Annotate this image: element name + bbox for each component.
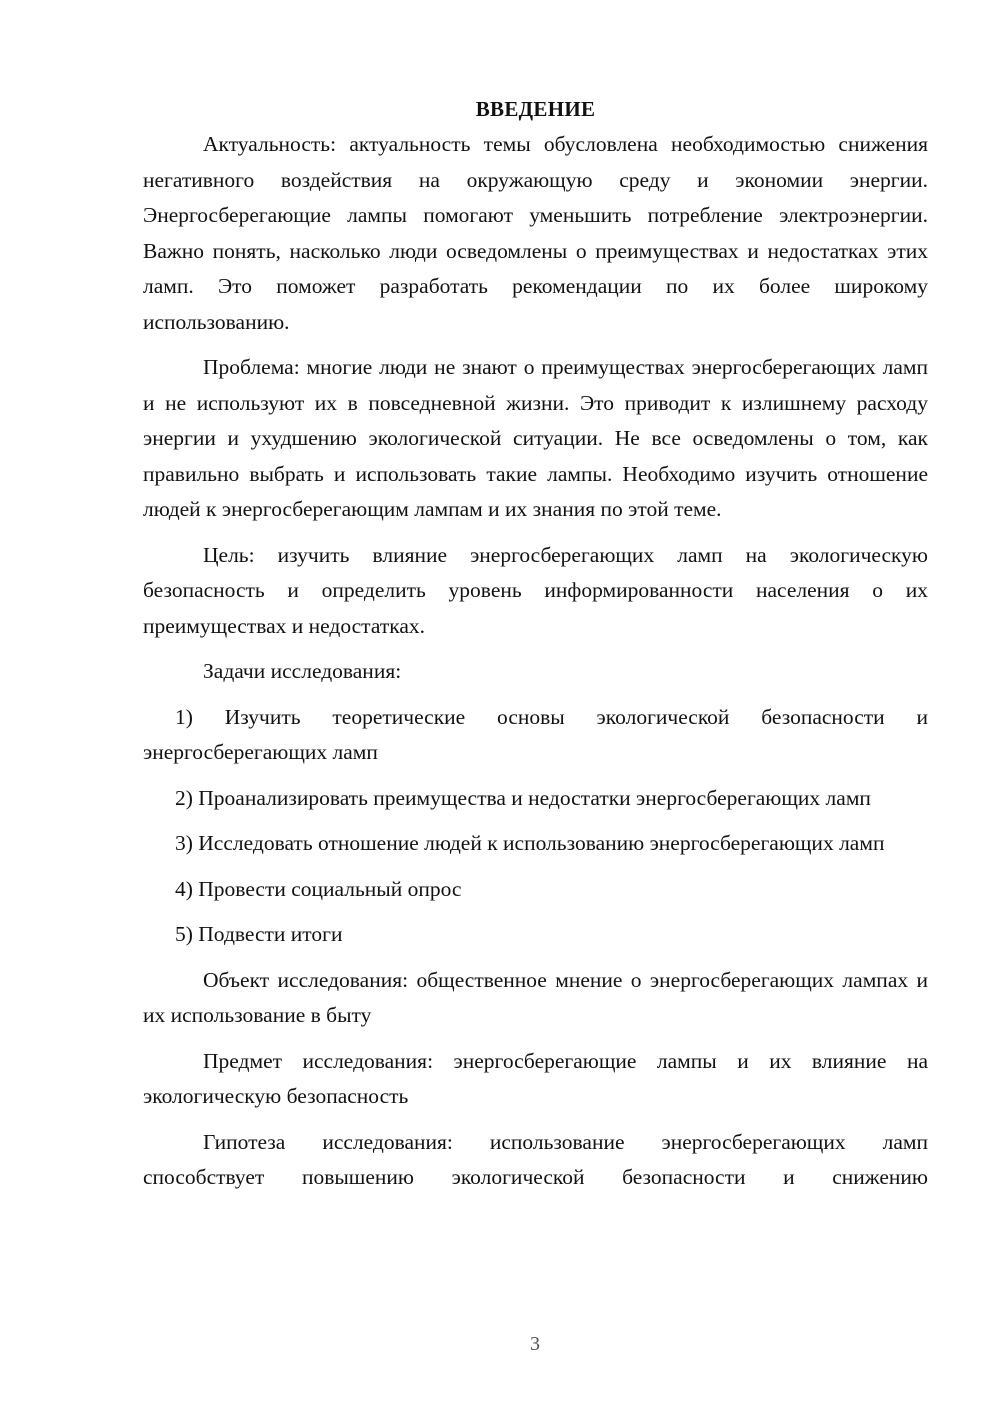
page-content: [143, 92, 928, 1196]
task-item-5: 5) Подвести итоги: [175, 922, 343, 946]
hypothesis-paragraph: Гипотеза исследования: использование энергосберегающих ламп способствует повышению экологической безопасности и снижению: [143, 1129, 928, 1189]
subject-paragraph: Предмет исследования: энергосберегающие лампы и их влияние на экологическую безопасность: [143, 1048, 928, 1108]
object-paragraph: Объект исследования: общественное мнение о энергосберегающих лампах и их использование в быту: [143, 967, 928, 1027]
problem-paragraph: Проблема: многие люди не знают о преимуществах энергосберегающих ламп и не используют их в повседневной жизни. Это приводит к излишнему расходу энергии и ухудшению экологической ситуации. Не все осведомлены о том, как правильно выбрать и использовать такие лампы. Необходимо изучить отношение людей к энергосберегающим лампам и их знания по этой теме.: [143, 355, 928, 521]
task-item-2: 2) Проанализировать преимущества и недостатки энергосберегающих ламп: [175, 785, 871, 810]
tasks-heading: Задачи исследования:: [203, 659, 402, 683]
goal-paragraph: Цель: изучить влияние энергосберегающих ламп на экологическую безопасность и определить уровень информированности населения о их преимуществах и недостатках.: [143, 542, 928, 638]
task-item-3: 3) Исследовать отношение людей к использованию энергосберегающих ламп: [175, 831, 885, 855]
task-item-1: 1) Изучить теоретические основы экологической безопасности и энергосберегающих ламп: [143, 704, 928, 764]
relevance-paragraph: Актуальность: актуальность темы обусловлена необходимостью снижения негативного воздействия на окружающую среду и экономии энергии. Энергосберегающие лампы помогают уменьшить потребление электроэнергии. Важно понять, насколько люди осведомлены о преимуществах и недостатках этих ламп. Это поможет разработать рекомендации по их более широкому использованию.: [143, 132, 928, 334]
task-item-4: 4) Провести социальный опрос: [175, 876, 462, 901]
page-number: 3: [530, 1333, 540, 1355]
page-title: ВВЕДЕНИЕ: [475, 97, 596, 121]
